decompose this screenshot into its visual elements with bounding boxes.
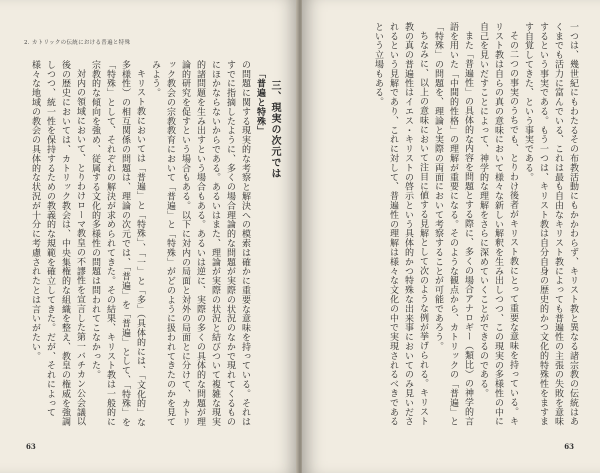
left-page xyxy=(0,0,298,473)
paragraph: また「普遍性」の具体的な内容を問題とする際に、多くの場合アナロギー（類比）の神学的言語を用いた「中間的性格」の理解が重要になる。そのような観点から、カトリックの「普遍」と「特殊」の問題を、理論と実際の両面において考察することが可能であろう。 xyxy=(433,22,473,427)
section-title: 三、現実の次元では xyxy=(269,80,280,179)
left-page-body xyxy=(20,60,282,435)
paragraph: キリスト教においては「普遍」と「特殊」、「一」と「多」（具体的には、「文化的」な多様性）の相互関係の問題は、理論の次元では、「普遍」を「普遍」として、「特殊」を「特殊」として、それぞれの解決が求められてきた。その結果、キリスト教は一般的に宗教的な傾向を強め、従属する文化的多様性の問題は問われてこなかった。 xyxy=(90,60,145,427)
page-number: 63 xyxy=(26,442,36,451)
right-page xyxy=(302,0,600,473)
paragraph: 対内の領域において、とりわけローマ教皇の不謬性を宣言した第一バチカン公会議以後の歴史においては、カトリック教会は、中央集権的な組織を整え、教皇の権威を強調しつつ、統一性を保持するための教義的な規範を確立してきた。だが、それによって様々な地域の教会の具体的な状況が十分に考慮されたとは言いがたい。 xyxy=(30,60,85,427)
paragraph: 一つは、幾世紀にもわたるその布教活動にもかかわらず、キリスト教と異なる諸宗教の伝統はあくまでも活力に富んでいる、これは最も自由なキリスト教によっても普遍性の主張の失敗を意味するという事実である。もう一つは、キリスト教は自分自身の歴史的かつ文化的特殊性をますます自覚してきた、という事実である。 xyxy=(523,22,578,427)
page-number: 63 xyxy=(564,442,574,451)
right-page-body xyxy=(318,22,580,435)
running-head: 2. カトリックの伝統における普遍と特殊 xyxy=(24,40,131,46)
paragraph: その二つの事実のうちでも、とりわけ後者がキリスト教にとって重要な意味を持っている。キリスト教は自らの真の意味において様々な新しい解釈を生み出しつつ、この現実の多様性の中に自己を見いだすことによって、神学的な理解をさらに深めていくことができるのである。 xyxy=(478,22,518,427)
subsection-title: 「普遍と特殊」 xyxy=(255,69,265,136)
paragraph: ちなみに、以上の意味において注目に値する見解として次のような例が挙げられる。キリスト教の真の普遍性はイエス・キリストの啓示という具体的かつ特殊な出来事においてのみ見いだされるという見解であり、これに対して、普遍性の理解は様々な文化の中で実現されるべきであるという立場もある。 xyxy=(373,22,428,427)
paragraph: の問題に関する現実的な考察と解決への模索は確かに重要な意味を持っている。それはすでに指摘したように、多くの場合理論的な問題が実際の状況のなかで現れてくるものにほかならないからである。あるいはまた、理論が実際の状況と結びついて複雑な現実的諸問題を生み出すという場合もある。あるいは逆に、実際の多くの具体的な問題が理論的研究を促すという場合もある。以下に対内の局面と対外の局面とに分けて、カトリック教会の宗教教育において「普遍」と「特殊」がどのように扱われてきたのかを見てみよう。 xyxy=(150,60,250,427)
